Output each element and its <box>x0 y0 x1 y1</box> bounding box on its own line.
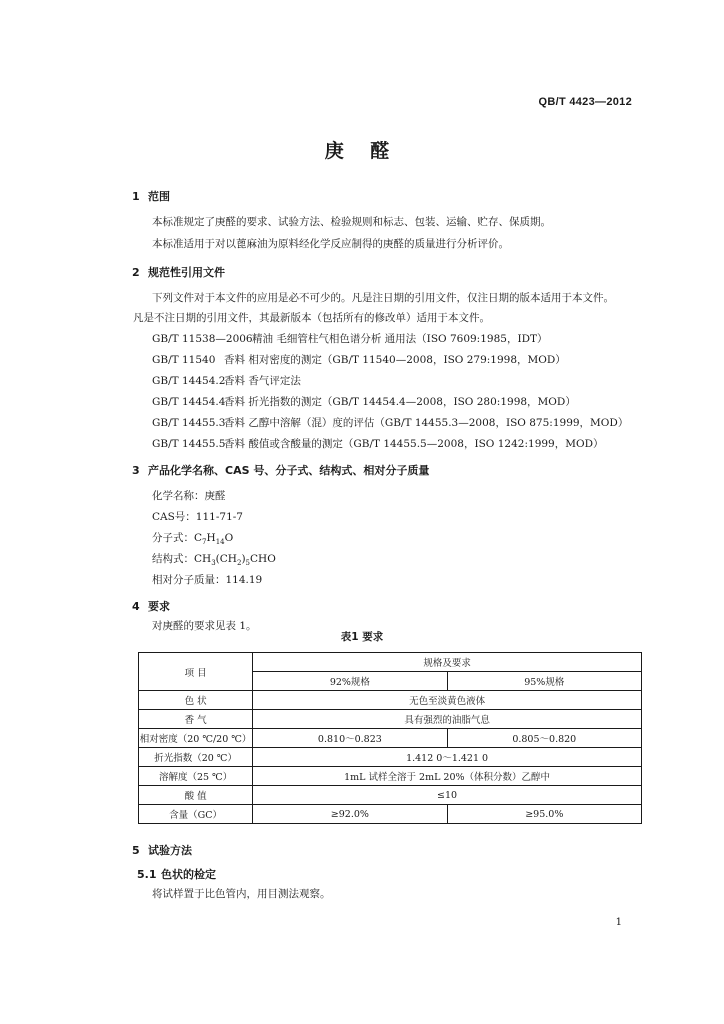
item-header: 项 目 <box>139 653 253 691</box>
document-title: 庚 醛 <box>324 140 400 162</box>
row-item: 含量（GC） <box>139 805 253 824</box>
row-item: 香 气 <box>139 710 253 729</box>
row-value: 1.412 0～1.421 0 <box>253 748 642 767</box>
page-number: 1 <box>615 917 622 928</box>
section-4-heading: 4 要求 <box>132 600 170 613</box>
row-value: 具有强烈的油脂气息 <box>253 710 642 729</box>
spec-92-header: 92%规格 <box>253 672 447 691</box>
section-3-heading: 3 产品化学名称、CAS 号、分子式、结构式、相对分子质量 <box>132 464 430 477</box>
section-2-paragraph-line-1: 下列文件对于本文件的应用是必不可少的。凡是注日期的引用文件，仅注日期的版本适用于本文件。 <box>152 292 614 304</box>
molecular-weight: 相对分子质量：114.19 <box>152 574 263 586</box>
section-2-paragraph-line-2: 凡是不注日期的引用文件，其最新版本（包括所有的修改单）适用于本文件。 <box>133 312 490 324</box>
requirements-table <box>138 652 642 824</box>
row-item: 溶解度（25 ℃） <box>139 767 253 786</box>
chemical-name: 化学名称：庚醛 <box>152 490 226 502</box>
row-item: 酸 值 <box>139 786 253 805</box>
table-caption: 表1 要求 <box>340 631 384 643</box>
table-row <box>139 748 642 767</box>
table-row <box>139 805 642 824</box>
spec-95-header: 95%规格 <box>447 672 641 691</box>
reference-item: GB/T 14455.5香料 酸值或含酸量的测定（GB/T 14455.5—2008，ISO 1242:1999，MOD） <box>152 438 604 450</box>
table-row <box>139 767 642 786</box>
table-row <box>139 729 642 748</box>
standard-number: QB/T 4423—2012 <box>538 96 632 108</box>
row-item: 相对密度（20 ℃/20 ℃） <box>139 729 253 748</box>
subsection-5-1-heading: 5.1 色状的检定 <box>137 868 216 881</box>
section-1-heading: 1 范围 <box>132 190 170 203</box>
row-item: 折光指数（20 ℃） <box>139 748 253 767</box>
section-1-paragraph-1: 本标准规定了庚醛的要求、试验方法、检验规则和标志、包装、运输、贮存、保质期。 <box>152 216 551 228</box>
section-2-heading: 2 规范性引用文件 <box>132 266 225 279</box>
table-row <box>139 786 642 805</box>
section-4-intro: 对庚醛的要求见表 1。 <box>152 620 257 632</box>
row-value: 无色至淡黄色液体 <box>253 691 642 710</box>
structural-formula: 结构式：$CH_3(CH_2)_5CHO$ <box>152 553 276 568</box>
row-value-92: 0.810～0.823 <box>253 729 447 748</box>
section-5-heading: 5 试验方法 <box>132 844 192 857</box>
row-item: 色 状 <box>139 691 253 710</box>
subsection-5-1-text: 将试样置于比色管内，用目测法观察。 <box>152 888 331 900</box>
table-row <box>139 691 642 710</box>
table-row <box>139 710 642 729</box>
row-value: 1mL 试样全溶于 2mL 20%（体积分数）乙醇中 <box>253 767 642 786</box>
row-value-95: ≥95.0% <box>447 805 641 824</box>
table-header-row <box>139 653 642 672</box>
reference-item: GB/T 11538—2006精油 毛细管柱气相色谱分析 通用法（ISO 7609:1985，IDT） <box>152 333 548 345</box>
row-value-92: ≥92.0% <box>253 805 447 824</box>
reference-item: GB/T 11540 香料 相对密度的测定（GB/T 11540—2008，ISO 279:1998，MOD） <box>152 354 566 366</box>
cas-number: CAS号：111-71-7 <box>152 511 243 523</box>
reference-item: GB/T 14454.4香料 折光指数的测定（GB/T 14454.4—2008，ISO 280:1998，MOD） <box>152 396 576 408</box>
row-value-95: 0.805～0.820 <box>447 729 641 748</box>
reference-item: GB/T 14454.2香料 香气评定法 <box>152 375 301 387</box>
reference-item: GB/T 14455.3香料 乙醇中溶解（混）度的评估（GB/T 14455.3—2008，ISO 875:1999，MOD） <box>152 417 629 429</box>
section-1-paragraph-2: 本标准适用于对以蓖麻油为原料经化学反应制得的庚醛的质量进行分析评价。 <box>152 238 509 250</box>
row-value: ≤10 <box>253 786 642 805</box>
spec-header: 规格及要求 <box>253 653 642 672</box>
molecular-formula: 分子式：$C_7H_{14}O$ <box>152 532 234 547</box>
